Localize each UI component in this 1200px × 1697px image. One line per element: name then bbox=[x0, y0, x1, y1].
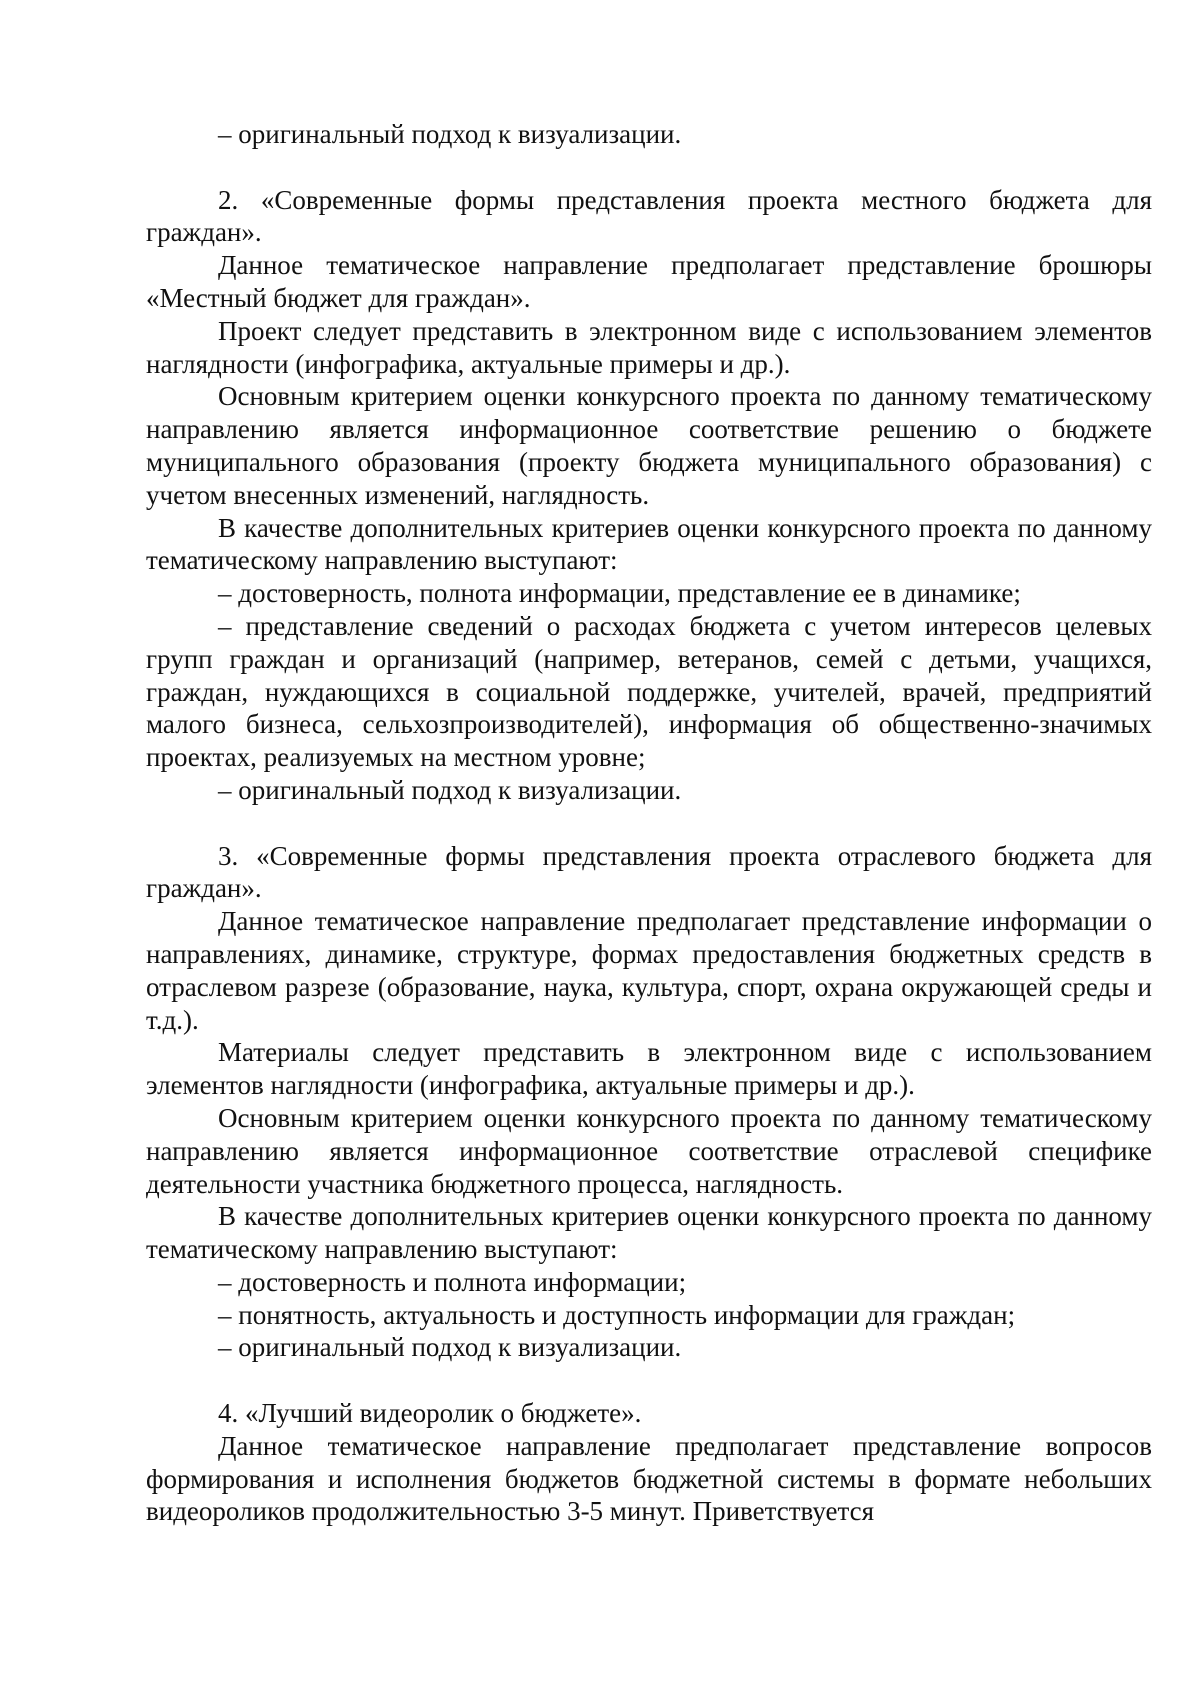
paragraph: Данное тематическое направление предполагает представление вопросов формирования и исполнения бюджетов бюджетной системы в формате небольших видеороликов продолжительностью 3-5 минут. Приветствуется bbox=[146, 1430, 1152, 1527]
paragraph-spacer bbox=[146, 151, 1152, 184]
paragraph: Основным критерием оценки конкурсного проекта по данному тематическому направлению является информационное соответствие решению о бюджете муниципального образования (проекту бюджета муниципального образования) с учетом внесенных изменений, наглядность. bbox=[146, 381, 1152, 510]
list-item: – достоверность и полнота информации; bbox=[218, 1266, 687, 1297]
paragraph: В качестве дополнительных критериев оценки конкурсного проекта по данному тематическому направлению выступают: bbox=[146, 512, 1152, 576]
paragraph: 4. «Лучший видеоролик о бюджете». bbox=[218, 1398, 642, 1429]
list-item: – понятность, актуальность и доступность информации для граждан; bbox=[218, 1299, 1016, 1330]
paragraph: Материалы следует представить в электронном виде с использованием элементов наглядности (инфографика, актуальные примеры и др.). bbox=[146, 1037, 1152, 1101]
paragraph-spacer bbox=[146, 1364, 1152, 1397]
paragraph: Данное тематическое направление предполагает представление брошюры «Местный бюджет для граждан». bbox=[146, 250, 1152, 313]
paragraph: В качестве дополнительных критериев оценки конкурсного проекта по данному тематическому направлению выступают: bbox=[146, 1201, 1152, 1265]
paragraph: Проект следует представить в электронном виде с использованием элементов наглядности (инфографика, актуальные примеры и др.). bbox=[146, 315, 1152, 379]
paragraph: Основным критерием оценки конкурсного проекта по данному тематическому направлению является информационное соответствие отраслевой специфике деятельности участника бюджетного процесса, наглядность. bbox=[146, 1102, 1152, 1199]
paragraph: 3. «Современные формы представления проекта отраслевого бюджета для граждан». bbox=[146, 840, 1152, 904]
paragraph-spacer bbox=[146, 807, 1152, 840]
list-item: – достоверность, полнота информации, представление ее в динамике; bbox=[218, 578, 1021, 609]
paragraph: Данное тематическое направление предполагает представление информации о направлениях, динамике, структуре, формах предоставления бюджетных средств в отраслевом разрезе (образование, наука, культура, спорт, охрана окружающей среды и т.д.). bbox=[146, 906, 1152, 1035]
document-body bbox=[146, 118, 1152, 1528]
list-item: – оригинальный подход к визуализации. bbox=[218, 1332, 682, 1363]
list-item: – оригинальный подход к визуализации. bbox=[218, 774, 682, 805]
list-item: – представление сведений о расходах бюджета с учетом интересов целевых групп граждан и организаций (например, ветеранов, семей с детьми, учащихся, граждан, нуждающихся в социальной поддержке, учителей, врачей, предприятий малого бизнеса, сельхозпроизводителей), информация об общественно-значимых проектах, реализуемых на местном уровне; bbox=[146, 610, 1152, 773]
paragraph: 2. «Современные формы представления проекта местного бюджета для граждан». bbox=[146, 184, 1152, 248]
list-item: – оригинальный подход к визуализации. bbox=[218, 119, 682, 149]
